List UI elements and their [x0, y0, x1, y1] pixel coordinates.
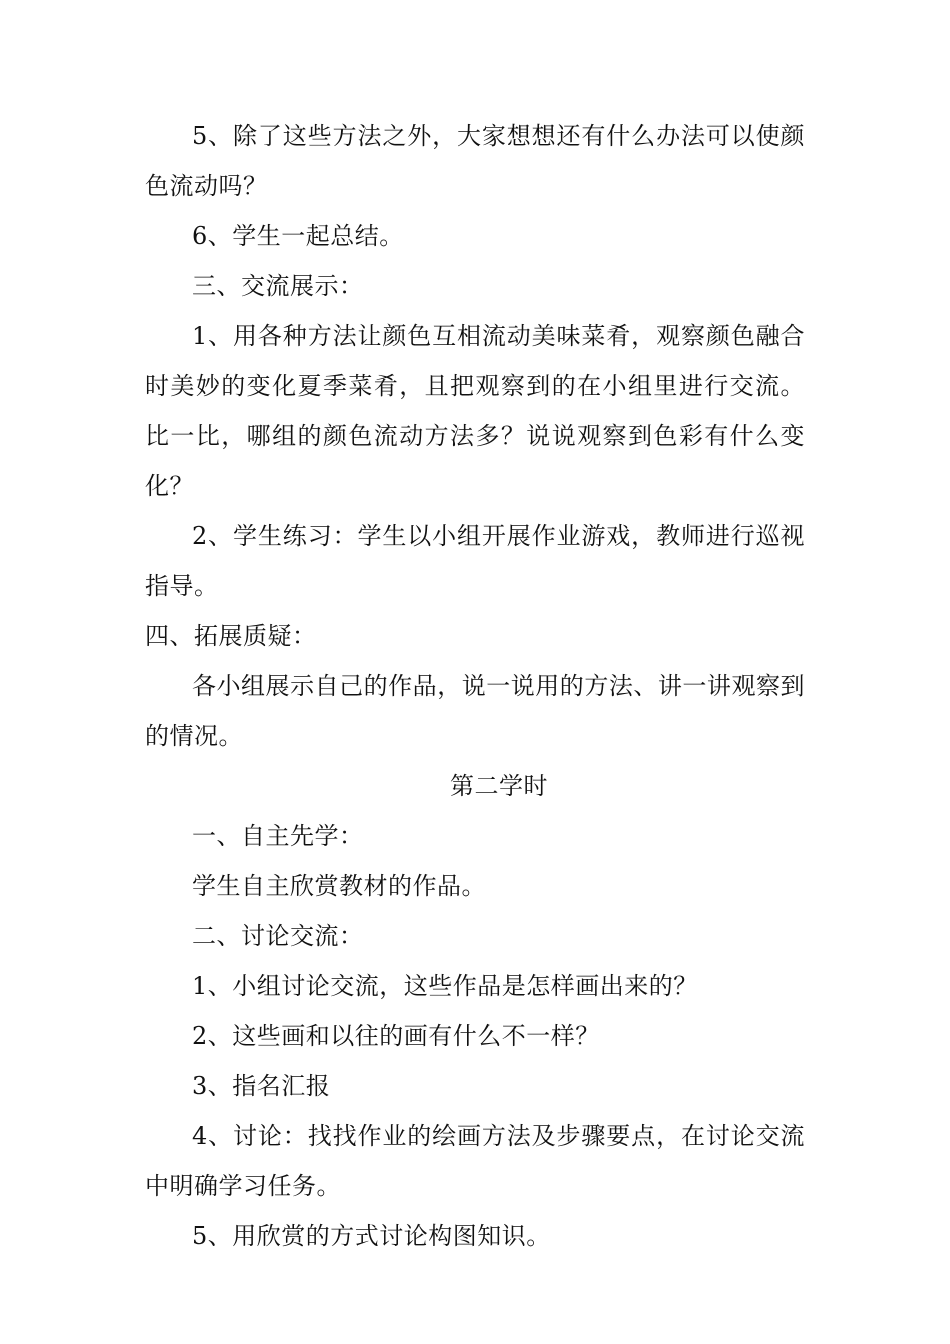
paragraph-item-1-color-flow: 1、用各种方法让颜色互相流动美味菜肴，观察颜色融合时美妙的变化夏季菜肴，且把观察到的在小组里进行交流。比一比，哪组的颜色流动方法多？说说观察到色彩有什么变化？	[145, 322, 805, 500]
paragraph-item-3-report: 3、指名汇报	[192, 1072, 331, 1100]
section-heading-discussion: 二、讨论交流：	[192, 922, 364, 950]
paragraph-item-2-difference: 2、这些画和以往的画有什么不一样？	[192, 1022, 600, 1050]
paragraph-item-4-discuss-methods: 4、讨论：找找作业的绘画方法及步骤要点，在讨论交流中明确学习任务。	[145, 1122, 805, 1200]
paragraph-item-5-composition: 5、用欣赏的方式讨论构图知识。	[192, 1222, 551, 1250]
section-heading-extension-questions: 四、拓展质疑：	[145, 622, 317, 650]
paragraph-appreciate-works: 学生自主欣赏教材的作品。	[192, 872, 486, 900]
section-heading-exchange-display: 三、交流展示：	[192, 272, 364, 300]
paragraph-item-6-summary: 6、学生一起总结。	[192, 222, 404, 250]
lesson-title-second-period: 第二学时	[450, 772, 548, 800]
paragraph-item-5-other-methods: 5、除了这些方法之外，大家想想还有什么办法可以使颜色流动吗？	[145, 122, 805, 200]
document-body	[145, 111, 805, 1261]
paragraph-group-showcase: 各小组展示自己的作品，说一说用的方法、讲一讲观察到的情况。	[145, 672, 805, 750]
section-heading-self-study: 一、自主先学：	[192, 822, 364, 850]
paragraph-item-1-group-discussion: 1、小组讨论交流，这些作品是怎样画出来的？	[192, 972, 698, 1000]
paragraph-item-2-student-practice: 2、学生练习：学生以小组开展作业游戏，教师进行巡视指导。	[145, 522, 805, 600]
